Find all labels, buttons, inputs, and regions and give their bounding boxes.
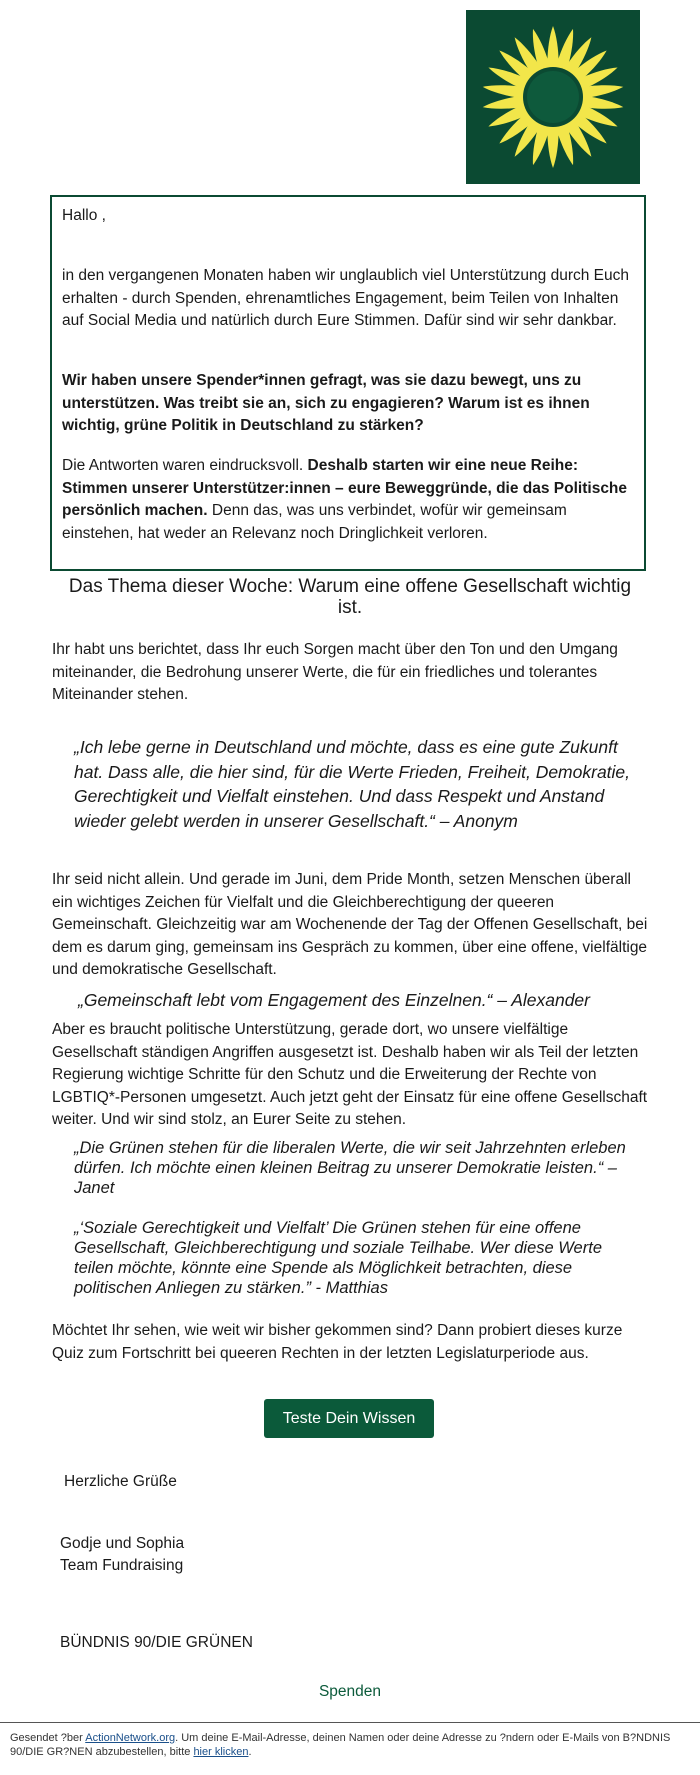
footer-text-1: Gesendet ?ber	[10, 1732, 86, 1744]
sunflower-icon	[466, 10, 640, 184]
intro-p3-text: Die Antworten waren eindrucksvoll.	[62, 457, 308, 474]
quiz-button[interactable]: Teste Dein Wissen	[264, 1399, 434, 1438]
logo	[466, 10, 640, 184]
greeting: Hallo ,	[62, 207, 106, 224]
signature-team: Team Fundraising	[60, 1557, 184, 1574]
paragraph-1: Ihr habt uns berichtet, dass Ihr euch Sorgen macht über den Ton und den Umgang miteinander, die Bedrohung unserer Werte, die für ein friedliches und tolerantes Miteinander stehen.	[52, 641, 618, 703]
paragraph-3: Aber es braucht politische Unterstützung, gerade dort, wo unsere vielfältige Gesellschaft ständigen Angriffen ausgesetzt ist. Deshalb haben wir als Teil der letzten Regierung wichtige Schritte für den Schutz und die Erweiterung der Rechte von LGBTIQ*-Personen umgesetzt. Auch jetzt geht der Einsatz für eine offene Gesellschaft weiter. Und wir sind stolz, an Eurer Seite zu stehen.	[52, 1021, 648, 1128]
intro-paragraph-3	[62, 455, 638, 545]
closing: Herzliche Grüße	[64, 1473, 177, 1490]
footer	[10, 1731, 690, 1759]
spenden-link[interactable]: Spenden	[318, 1683, 382, 1700]
quote-anonym: „Ich lebe gerne in Deutschland und möchte, dass es eine gute Zukunft hat. Dass alle, die hier sind, für die Werte Frieden, Freiheit, Demokratie, Gerechtigkeit und Vielfalt einstehen. Und dass Respekt und Anstand wieder gelebt werden in unserer Gesellschaft.“ – Anonym	[74, 737, 631, 831]
theme-title: Das Thema dieser Woche: Warum eine offene Gesellschaft wichtig ist.	[68, 576, 632, 618]
paragraph-4: Möchtet Ihr sehen, wie weit wir bisher gekommen sind? Dann probiert dieses kurze Quiz zum Fortschritt bei queeren Rechten in der letzten Legislaturperiode aus.	[52, 1322, 623, 1362]
paragraph-2: Ihr seid nicht allein. Und gerade im Juni, dem Pride Month, setzen Menschen überall ein wichtiges Zeichen für Vielfalt und die Gleichberechtigung der queeren Gemeinschaft. Gleichzeitig war am Wochenende der Tag der Offenen Gesellschaft, bei dem es darum ging, gemeinsam ins Gespräch zu kommen, über eine offene, vielfältige und demokratische Gesellschaft.	[52, 871, 648, 978]
footer-text-2: . Um deine E-Mail-Adresse, deinen Namen oder deine Adresse zu ?ndern oder E-Mails von B?NDNIS 90/DIE GR?NEN abzubestellen, bitte	[10, 1732, 671, 1758]
signature-org: BÜNDNIS 90/DIE GRÜNEN	[60, 1634, 253, 1651]
intro-p3-bold: Deshalb starten wir eine neue Reihe: Stimmen unserer Unterstützer:innen – eure Beweggründe, die das Politische persönlich machen.	[62, 457, 628, 519]
footer-text-3: .	[248, 1746, 252, 1758]
footer-divider	[0, 1722, 700, 1723]
actionnetwork-link[interactable]: ActionNetwork.org	[85, 1732, 176, 1744]
quote-janet: „Die Grünen stehen für die liberalen Werte, die wir seit Jahrzehnten erleben dürfen. Ich möchte einen kleinen Beitrag zu unserer Demokratie leisten.“ – Janet	[74, 1139, 626, 1197]
quote-matthias: „‘Soziale Gerechtigkeit und Vielfalt’ Die Grünen stehen für eine offene Gesellschaft, Gleichberechtigung und soziale Teilhabe. Wer diese Werte teilen möchte, könnte eine Spende als Möglichkeit betrachten, diese politischen Anliegen zu stärken.” - Matthias	[74, 1219, 602, 1297]
intro-paragraph-1: in den vergangenen Monaten haben wir unglaublich viel Unterstützung durch Euch erhalten - durch Spenden, ehrenamtliches Engagement, beim Teilen von Inhalten auf Social Media und natürlich durch Eure Stimmen. Dafür sind wir sehr dankbar.	[62, 267, 629, 329]
intro-p3-tail: Denn das, was uns verbindet, wofür wir gemeinsam einstehen, hat weder an Relevanz noch Dringlichkeit verloren.	[62, 502, 567, 542]
intro-paragraph-2: Wir haben unsere Spender*innen gefragt, was sie dazu bewegt, uns zu unterstützen. Was treibt sie an, sich zu engagieren? Warum ist es ihnen wichtig, grüne Politik in Deutschland zu stärken?	[62, 372, 590, 434]
quote-alexander: „Gemeinschaft lebt vom Engagement des Einzelnen.“ – Alexander	[78, 990, 590, 1010]
unsubscribe-link[interactable]: hier klicken	[193, 1746, 249, 1758]
signature-names: Godje und Sophia	[60, 1535, 185, 1552]
